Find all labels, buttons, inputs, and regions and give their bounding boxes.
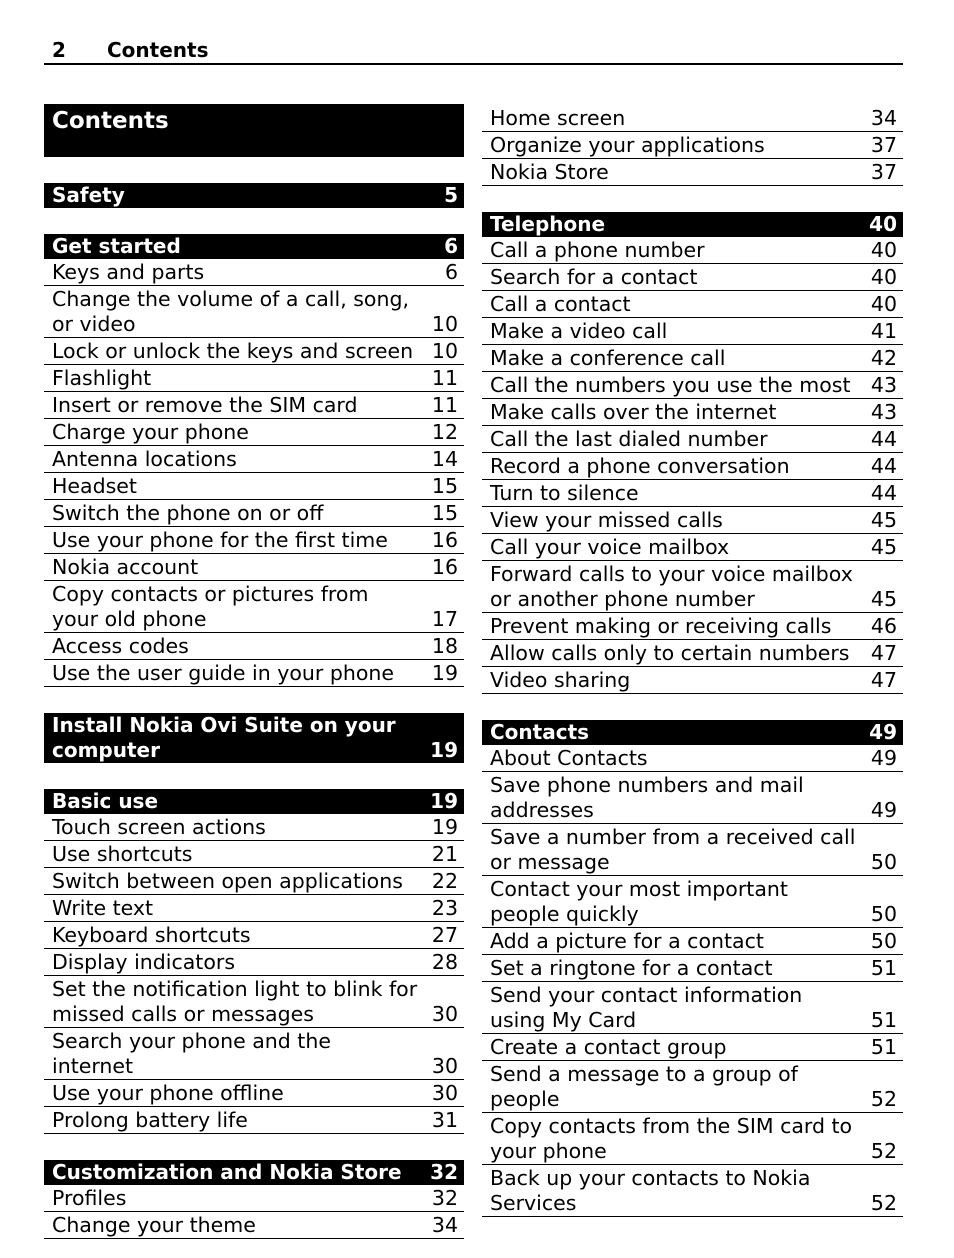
section-title: Install Nokia Ovi Suite on your computer — [52, 713, 396, 762]
toc-entry[interactable] — [44, 1212, 464, 1239]
section-heading[interactable] — [44, 183, 464, 208]
entry-page: 37 — [870, 160, 897, 184]
toc-entry[interactable] — [44, 365, 464, 392]
section-page: 32 — [430, 1160, 458, 1184]
toc-column-right — [482, 105, 903, 1217]
entry-title: Add a picture for a contact — [490, 929, 764, 953]
toc-entry[interactable] — [44, 660, 464, 687]
entry-title: Video sharing — [490, 668, 631, 692]
toc-entry[interactable] — [482, 745, 903, 772]
entry-title: Switch between open applications — [52, 869, 403, 893]
toc-entry[interactable] — [482, 1165, 903, 1217]
toc-entry[interactable] — [482, 667, 903, 694]
entry-title: Set a ringtone for a contact — [490, 956, 773, 980]
entry-title: Call the numbers you use the most — [490, 373, 851, 397]
section-gap — [44, 687, 464, 713]
section-gap — [44, 763, 464, 789]
section-title: Basic use — [52, 789, 159, 813]
section-heading[interactable] — [482, 720, 903, 745]
entry-title: Prevent making or receiving calls — [490, 614, 832, 638]
entry-title: Profiles — [52, 1186, 127, 1210]
entry-page: 19 — [431, 815, 458, 839]
entry-title: Write text — [52, 896, 154, 920]
entry-page: 18 — [431, 634, 458, 658]
entry-title: Send your contact information using My Card — [490, 983, 803, 1032]
entry-page: 10 — [431, 312, 458, 336]
entry-title: Make calls over the internet — [490, 400, 777, 424]
entry-page: 43 — [870, 400, 897, 424]
toc-entry[interactable] — [44, 500, 464, 527]
toc-section — [482, 720, 903, 1217]
entry-title: Set the notification light to blink for missed calls or messages — [52, 977, 418, 1026]
entry-page: 14 — [431, 447, 458, 471]
toc-entry[interactable] — [44, 922, 464, 949]
entry-page: 32 — [431, 1186, 458, 1210]
section-page: 40 — [869, 212, 897, 236]
entry-page: 52 — [870, 1139, 897, 1163]
toc-entry[interactable] — [44, 473, 464, 500]
entry-page: 46 — [870, 614, 897, 638]
section-page: 19 — [430, 789, 458, 813]
toc-section — [44, 1160, 464, 1239]
entry-page: 47 — [870, 668, 897, 692]
entry-page: 44 — [870, 481, 897, 505]
section-page: 19 — [430, 738, 458, 762]
entry-page: 15 — [431, 501, 458, 525]
section-gap — [44, 157, 464, 183]
entry-title: Lock or unlock the keys and screen — [52, 339, 414, 363]
section-heading[interactable] — [44, 234, 464, 259]
entry-title: Prolong battery life — [52, 1108, 248, 1132]
entry-page: 10 — [431, 339, 458, 363]
entry-page: 30 — [431, 1002, 458, 1026]
entry-page: 28 — [431, 950, 458, 974]
section-page: 49 — [869, 720, 897, 744]
toc-entry[interactable] — [44, 1080, 464, 1107]
section-gap — [44, 208, 464, 234]
section-gap — [44, 1134, 464, 1160]
entry-page: 16 — [431, 528, 458, 552]
toc-section — [44, 789, 464, 1134]
section-heading[interactable] — [44, 713, 464, 763]
entry-title: Call the last dialed number — [490, 427, 768, 451]
entry-title: Use shortcuts — [52, 842, 193, 866]
contents-title: Contents — [44, 104, 464, 157]
section-title: Telephone — [490, 212, 606, 236]
toc-entry[interactable] — [482, 640, 903, 667]
entry-title: Save phone numbers and mail addresses — [490, 773, 804, 822]
entry-page: 51 — [870, 1008, 897, 1032]
toc-entry[interactable] — [482, 480, 903, 507]
toc-entry[interactable] — [482, 772, 903, 824]
entry-title: Make a conference call — [490, 346, 726, 370]
toc-entry[interactable] — [44, 1185, 464, 1212]
toc-section — [482, 105, 903, 186]
entry-title: Organize your applications — [490, 133, 765, 157]
toc-entry[interactable] — [482, 507, 903, 534]
entry-page: 40 — [870, 265, 897, 289]
toc-entry[interactable] — [482, 1034, 903, 1061]
entry-page: 6 — [444, 260, 458, 284]
entry-title: Headset — [52, 474, 137, 498]
section-title: Contacts — [490, 720, 590, 744]
toc-entry[interactable] — [44, 1028, 464, 1080]
section-heading[interactable] — [44, 1160, 464, 1185]
toc-entry[interactable] — [44, 581, 464, 633]
toc-entry[interactable] — [482, 1061, 903, 1113]
entry-title: Flashlight — [52, 366, 152, 390]
entry-title: Send a message to a group of people — [490, 1062, 798, 1111]
entry-title: Insert or remove the SIM card — [52, 393, 358, 417]
toc-entry[interactable] — [482, 264, 903, 291]
entry-title: Charge your phone — [52, 420, 249, 444]
entry-page: 34 — [431, 1213, 458, 1237]
entry-title: Record a phone conversation — [490, 454, 790, 478]
entry-title: Save a number from a received call or message — [490, 825, 856, 874]
page-header — [44, 36, 903, 65]
entry-page: 44 — [870, 454, 897, 478]
toc-entry[interactable] — [482, 613, 903, 640]
toc-section — [44, 713, 464, 763]
section-page: 5 — [444, 183, 458, 207]
entry-title: Change your theme — [52, 1213, 256, 1237]
entry-page: 27 — [431, 923, 458, 947]
entry-page: 16 — [431, 555, 458, 579]
toc-entry[interactable] — [44, 259, 464, 286]
toc-entry[interactable] — [482, 876, 903, 928]
toc-entry[interactable] — [482, 345, 903, 372]
entry-page: 12 — [431, 420, 458, 444]
toc-entry[interactable] — [482, 534, 903, 561]
entry-page: 42 — [870, 346, 897, 370]
entry-page: 41 — [870, 319, 897, 343]
entry-title: Search your phone and the internet — [52, 1029, 331, 1078]
entry-page: 40 — [870, 238, 897, 262]
entry-title: Use the user guide in your phone — [52, 661, 395, 685]
toc-entry[interactable] — [482, 453, 903, 480]
toc-entry[interactable] — [44, 949, 464, 976]
entry-title: Use your phone for the first time — [52, 528, 388, 552]
toc-section — [482, 212, 903, 694]
toc-entry[interactable] — [482, 561, 903, 613]
entry-page: 37 — [870, 133, 897, 157]
entry-page: 43 — [870, 373, 897, 397]
entry-page: 34 — [870, 106, 897, 130]
entry-title: View your missed calls — [490, 508, 723, 532]
toc-entry[interactable] — [44, 419, 464, 446]
section-title: Safety — [52, 183, 125, 207]
section-heading[interactable] — [44, 789, 464, 814]
entry-title: Create a contact group — [490, 1035, 727, 1059]
entry-title: Change the volume of a call, song, or video — [52, 287, 409, 336]
toc-entry[interactable] — [482, 159, 903, 186]
entry-page: 30 — [431, 1054, 458, 1078]
toc-entry[interactable] — [44, 1107, 464, 1134]
entry-title: Make a video call — [490, 319, 668, 343]
toc-entry[interactable] — [482, 1113, 903, 1165]
entry-page: 40 — [870, 292, 897, 316]
toc-entry[interactable] — [44, 895, 464, 922]
toc-entry[interactable] — [482, 426, 903, 453]
entry-page: 30 — [431, 1081, 458, 1105]
entry-page: 47 — [870, 641, 897, 665]
entry-page: 19 — [431, 661, 458, 685]
toc-entry[interactable] — [44, 392, 464, 419]
entry-page: 51 — [870, 956, 897, 980]
entry-title: Nokia Store — [490, 160, 609, 184]
entry-page: 49 — [870, 746, 897, 770]
entry-page: 11 — [431, 393, 458, 417]
entry-page: 44 — [870, 427, 897, 451]
entry-page: 45 — [870, 587, 897, 611]
entry-title: Keys and parts — [52, 260, 205, 284]
entry-page: 51 — [870, 1035, 897, 1059]
toc-entry[interactable] — [44, 554, 464, 581]
entry-title: Copy contacts or pictures from your old phone — [52, 582, 369, 631]
entry-title: About Contacts — [490, 746, 648, 770]
section-title: Customization and Nokia Store — [52, 1160, 402, 1184]
entry-page: 50 — [870, 929, 897, 953]
section-page: 6 — [444, 234, 458, 258]
toc-entry[interactable] — [482, 399, 903, 426]
toc-entry[interactable] — [482, 824, 903, 876]
entry-title: Forward calls to your voice mailbox or another phone number — [490, 562, 853, 611]
toc-entry[interactable] — [44, 446, 464, 473]
entry-page: 50 — [870, 850, 897, 874]
section-gap — [482, 694, 903, 720]
entry-page: 15 — [431, 474, 458, 498]
toc-entry[interactable] — [482, 955, 903, 982]
entry-page: 52 — [870, 1191, 897, 1215]
toc-entry[interactable] — [482, 372, 903, 399]
entry-title: Turn to silence — [490, 481, 639, 505]
entry-title: Call a phone number — [490, 238, 705, 262]
toc-entry[interactable] — [482, 132, 903, 159]
section-heading[interactable] — [482, 212, 903, 237]
entry-title: Back up your contacts to Nokia Services — [490, 1166, 811, 1215]
toc-entry[interactable] — [482, 105, 903, 132]
entry-page: 17 — [431, 607, 458, 631]
toc-entry[interactable] — [44, 841, 464, 868]
entry-title: Nokia account — [52, 555, 199, 579]
section-gap — [482, 186, 903, 212]
running-title: Contents — [107, 38, 209, 62]
section-title: Get started — [52, 234, 181, 258]
entry-title: Contact your most important people quickly — [490, 877, 788, 926]
toc-entry[interactable] — [482, 291, 903, 318]
entry-page: 45 — [870, 535, 897, 559]
toc-entry[interactable] — [44, 633, 464, 660]
entry-title: Call your voice mailbox — [490, 535, 730, 559]
toc-entry[interactable] — [482, 237, 903, 264]
entry-title: Home screen — [490, 106, 626, 130]
entry-title: Access codes — [52, 634, 189, 658]
entry-title: Antenna locations — [52, 447, 237, 471]
entry-title: Keyboard shortcuts — [52, 923, 251, 947]
toc-entry[interactable] — [44, 868, 464, 895]
toc-column-left — [44, 104, 464, 1239]
toc-entry[interactable] — [482, 982, 903, 1034]
entry-page: 11 — [431, 366, 458, 390]
toc-section — [44, 183, 464, 208]
entry-page: 23 — [431, 896, 458, 920]
entry-page: 52 — [870, 1087, 897, 1111]
toc-entry[interactable] — [44, 976, 464, 1028]
entry-title: Switch the phone on or off — [52, 501, 324, 525]
entry-page: 31 — [431, 1108, 458, 1132]
entry-title: Allow calls only to certain numbers — [490, 641, 850, 665]
entry-page: 45 — [870, 508, 897, 532]
entry-title: Use your phone offline — [52, 1081, 284, 1105]
toc-entry[interactable] — [44, 338, 464, 365]
toc-entry[interactable] — [44, 527, 464, 554]
toc-entry[interactable] — [482, 928, 903, 955]
entry-title: Call a contact — [490, 292, 631, 316]
toc-entry[interactable] — [44, 286, 464, 338]
toc-entry[interactable] — [482, 318, 903, 345]
toc-section — [44, 234, 464, 687]
toc-entry[interactable] — [44, 814, 464, 841]
entry-title: Touch screen actions — [52, 815, 266, 839]
entry-page: 50 — [870, 902, 897, 926]
entry-title: Copy contacts from the SIM card to your phone — [490, 1114, 853, 1163]
entry-title: Display indicators — [52, 950, 235, 974]
entry-page: 22 — [431, 869, 458, 893]
entry-page: 49 — [870, 798, 897, 822]
page-number: 2 — [52, 38, 66, 62]
entry-page: 21 — [431, 842, 458, 866]
entry-title: Search for a contact — [490, 265, 698, 289]
